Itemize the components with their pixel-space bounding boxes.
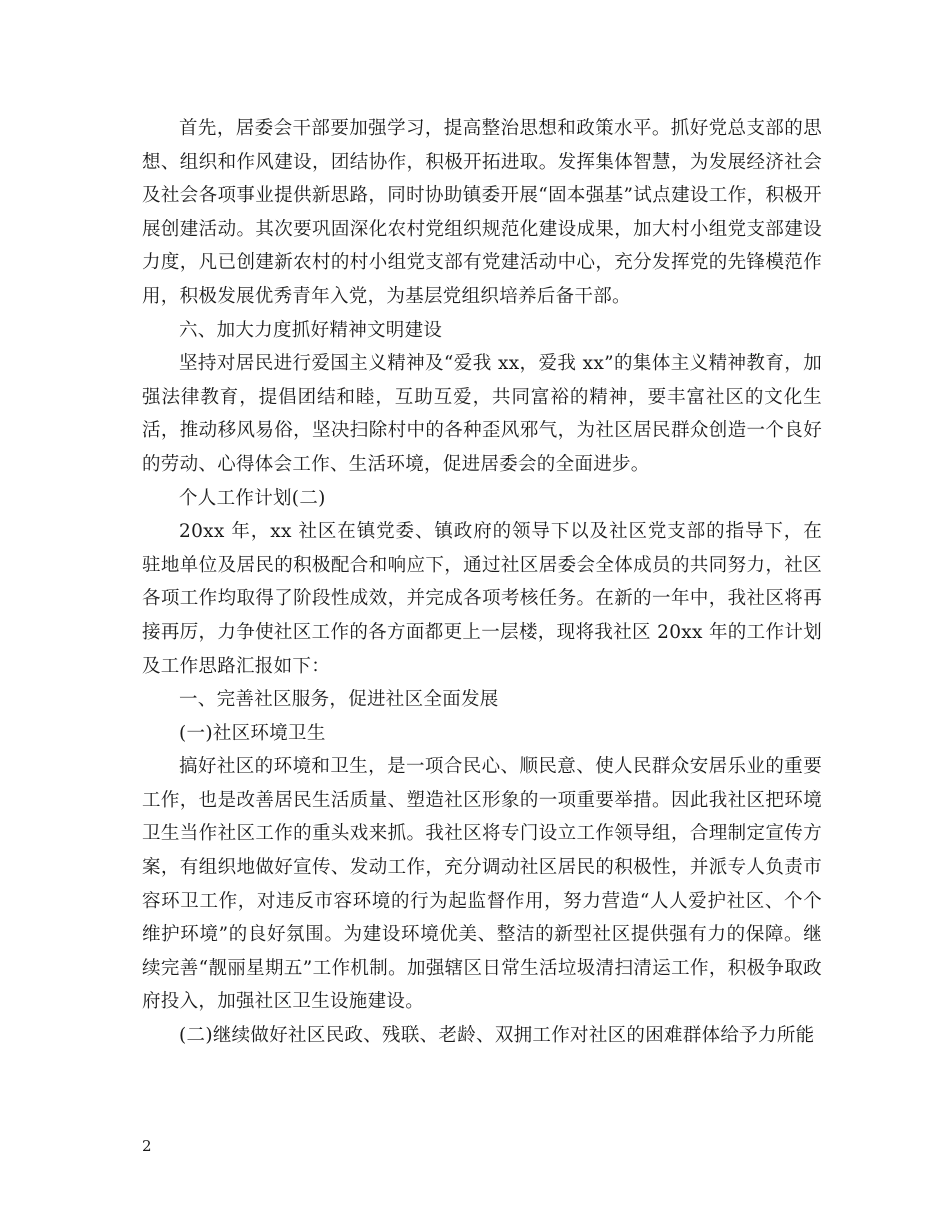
subheading-environment-hygiene: (一)社区环境卫生 — [179, 722, 326, 744]
paragraph-environment-hygiene: 搞好社区的环境和卫生，是一项合民心、顺民意、使人民群众安居乐业的重要工作，也是改善居民生活质量、塑造社区形象的一项重要举措。因此我社区把环境卫生当作社区工作的重头戏来抓。我社区将专门设立工作领导组，合理制定宣传方案，有组织地做好宣传、发动工作，充分调动社区居民的积极性，并派专人负责市容环卫工作，对违反市容环境的行为起监督作用，努力营造“人人爱护社区、个个维护环境”的良好氛围。为建设环境优美、整洁的新型社区提供强有力的保障。继续完善“靓丽星期五”工作机制。加强辖区日常生活垃圾清扫清运工作，积极争取政府投入，加强社区卫生设施建设。 — [142, 756, 822, 1013]
heading-work-plan-two: 个人工作计划(二) — [179, 487, 326, 509]
paragraph-patriotism-education: 坚持对居民进行爱国主义精神及“爱我 xx，爱我 xx”的集体主义精神教育，加强法律教育，提倡团结和睦，互助互爱，共同富裕的精神，要丰富社区的文化生活，推动移风易俗，坚决扫除村中的各种歪风邪气，为社区居民群众创造一个良好的劳动、心得体会工作、生活环境，促进居委会的全面进步。 — [142, 353, 822, 475]
page-number: 2 — [142, 1137, 152, 1155]
paragraph-community-summary: 20xx 年，xx 社区在镇党委、镇政府的领导下以及社区党支部的指导下，在驻地单位及居民的积极配合和响应下，通过社区居委会全体成员的共同努力，社区各项工作均取得了阶段性成效，并完成各项考核任务。在新的一年中，我社区将再接再厉，力争使社区工作的各方面都更上一层楼，现将我社区 20xx 年的工作计划及工作思路汇报如下： — [142, 521, 822, 677]
paragraph-party-building: 首先，居委会干部要加强学习，提高整治思想和政策水平。抓好党总支部的思想、组织和作风建设，团结协作，积极开拓进取。发挥集体智慧，为发展经济社会及社会各项事业提供新思路，同时协助镇委开展“固本强基”试点建设工作，积极开展创建活动。其次要巩固深化农村党组织规范化建设成果，加大村小组党支部建设力度，凡已创建新农村的村小组党支部有党建活动中心，充分发挥党的先锋模范作用，积极发展优秀青年入党，为基层党组织培养后备干部。 — [142, 118, 822, 307]
document-body — [142, 112, 822, 1053]
paragraph-civil-affairs: (二)继续做好社区民政、残联、老龄、双拥工作对社区的困难群体给予力所能 — [179, 1025, 815, 1047]
heading-spiritual-civilization: 六、加大力度抓好精神文明建设 — [179, 319, 443, 341]
heading-community-service: 一、完善社区服务，促进社区全面发展 — [179, 689, 499, 711]
